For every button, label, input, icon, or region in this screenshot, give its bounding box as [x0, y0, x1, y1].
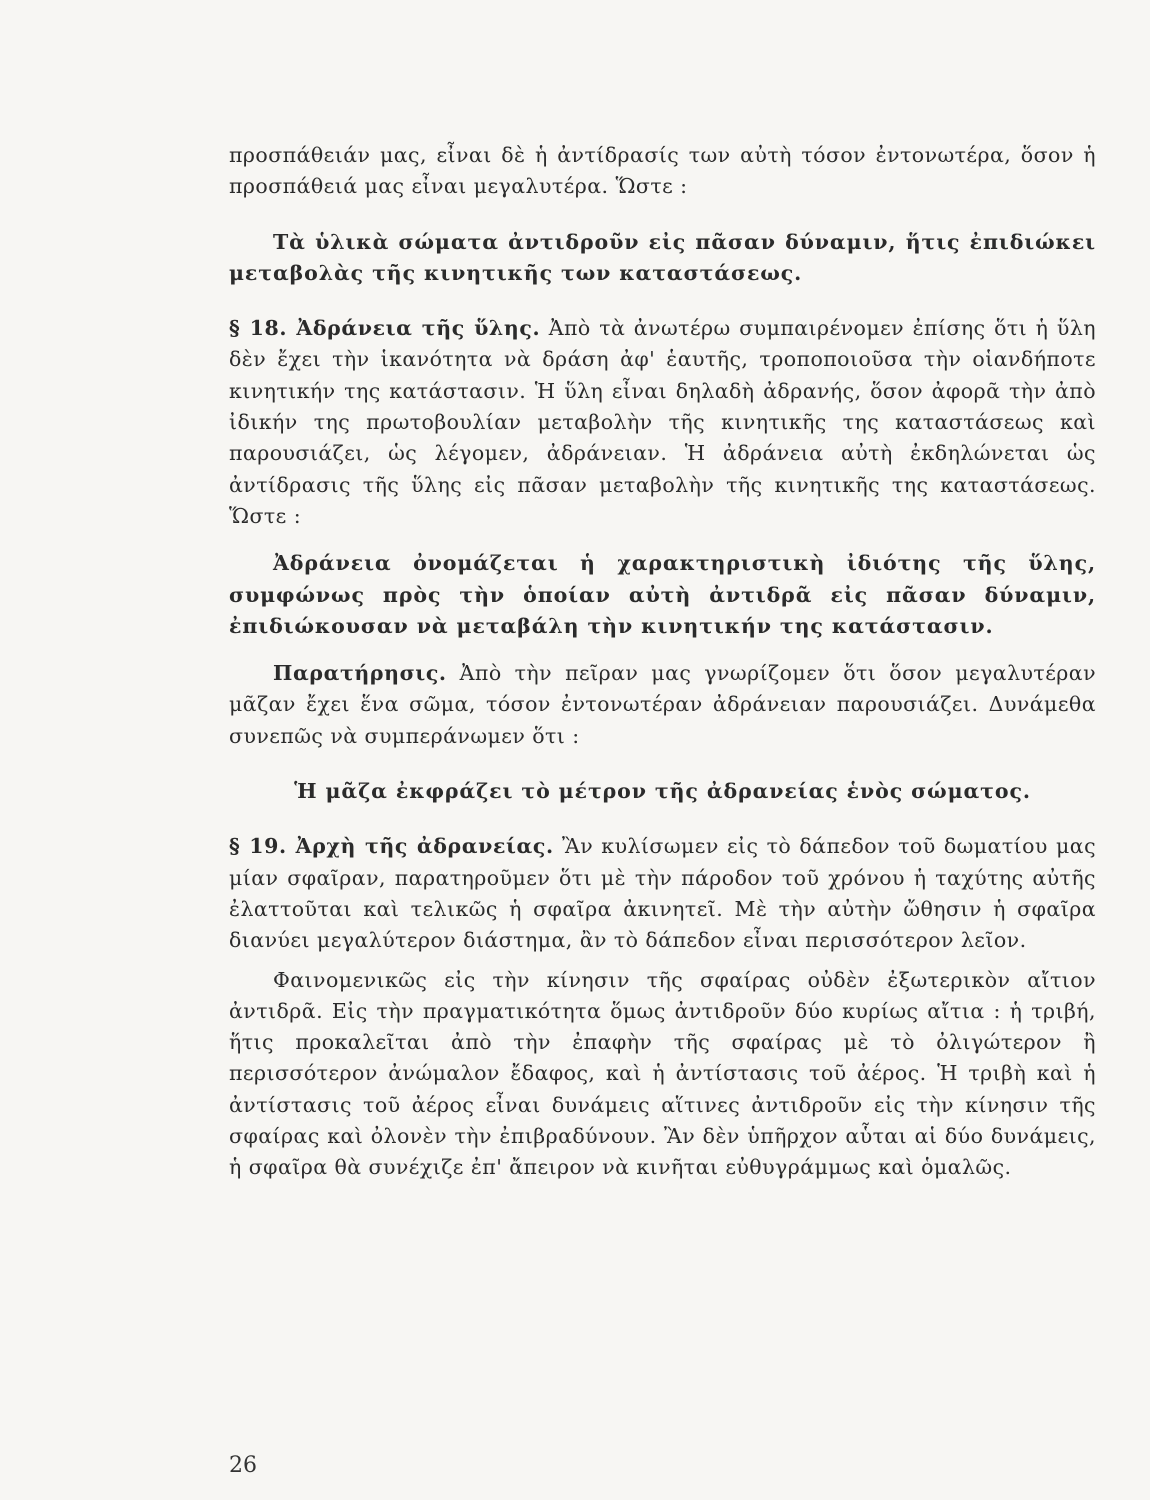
paragraph-continuation: προσπάθειάν μας, εἶναι δὲ ἡ ἀντίδρασίς των αὐτὴ τόσον ἐντονωτέρα, ὅσον ἡ προσπάθειά μας εἶναι μεγαλυτέρα. Ὥστε :	[229, 143, 1096, 199]
paragraph-friction: Φαινομενικῶς εἰς τὴν κίνησιν τῆς σφαίρας οὐδὲν ἐξωτερικὸν αἴτιον ἀντιδρᾶ. Εἰς τὴν πραγματικότητα ὅμως ἀντιδροῦν δύο κυρίως αἴτια : ἡ τριβή, ἥτις προκαλεῖται ἀπὸ τὴν ἐπαφὴν τῆς σφαίρας μὲ τὸ ὀλιγώτερον ἢ περισσότερον ἀνώμαλον ἔδαφος, καὶ ἡ ἀντίστασις τοῦ ἀέρος. Ἡ τριβὴ καὶ ἡ ἀντίστασις τοῦ ἀέρος εἶναι δυνάμεις αἵτινες ἀντιδροῦν εἰς τὴν κίνησιν τῆς σφαίρας καὶ ὀλονὲν τὴν ἐπιβραδύνουν. Ἂν δὲν ὑπῆρχον αὗται αἱ δύο δυνάμεις, ἡ σφαῖρα θὰ συνέχιζε ἐπ' ἄπειρον νὰ κινῆται εὐθυγράμμως καὶ ὁμαλῶς.	[229, 967, 1096, 1180]
observation	[229, 658, 1096, 752]
law-reaction: Τὰ ὑλικὰ σώματα ἀντιδροῦν εἰς πᾶσαν δύναμιν, ἥτις ἐπιδιώκει μεταβολὰς τῆς κινητικῆς των καταστάσεως.	[229, 229, 1096, 285]
law-inertia-definition: Ἀδράνεια ὀνομάζεται ἡ χαρακτηριστικὴ ἰδιότης τῆς ὕλης, συμφώνως πρὸς τὴν ὁποίαν αὐτὴ ἀντιδρᾶ εἰς πᾶσαν δύναμιν, ἐπιδιώκουσαν νὰ μεταβάλη τὴν κινητικήν της κατάστασιν.	[229, 551, 1096, 638]
observation-text: Ἀπὸ τὴν πεῖραν μας γνωρίζομεν ὅτι ὅσον μεγαλυτέραν μᾶζαν ἔχει ἕνα σῶμα, τόσον ἐντονωτέραν ἀδράνειαν παρουσιάζει. Δυνάμεθα συνεπῶς νὰ συμπεράνωμεν ὅτι :	[229, 661, 1096, 748]
observation-heading: Παρατήρησις.	[273, 661, 447, 686]
section-18-text: Ἀπὸ τὰ ἀνωτέρω συμπαιρένομεν ἐπίσης ὅτι ἡ ὕλη δὲν ἔχει τὴν ἱκανότητα νὰ δράση ἀφ' ἑαυτῆς, τροποποιοῦσα τὴν οἱανδήποτε κινητικήν της κατάστασιν. Ἡ ὕλη εἶναι δηλαδὴ ἀδρανής, ὅσον ἀφορᾶ τὴν ἀπὸ ἰδικήν της πρωτοβουλίαν μεταβολὴν τῆς κινητικῆς της καταστάσεως καὶ παρουσιάζει, ὡς λέγομεν, ἀδράνειαν. Ἡ ἀδράνεια αὐτὴ ἐκδηλώνεται ὡς ἀντίδρασις τῆς ὕλης εἰς πᾶσαν μεταβολὴν τῆς κινητικῆς της καταστάσεως. Ὥστε :	[229, 316, 1096, 528]
page-body	[229, 140, 1096, 1184]
page-number: 26	[229, 1453, 257, 1478]
section-19-heading: § 19. Ἀρχὴ τῆς ἀδρανείας.	[229, 834, 554, 859]
law-mass: Ἡ μᾶζα ἐκφράζει τὸ μέτρον τῆς ἀδρανείας ἑνὸς σώματος.	[294, 779, 1031, 804]
section-18	[229, 313, 1096, 532]
section-19	[229, 831, 1096, 956]
section-19-text: Ἂν κυλίσωμεν εἰς τὸ δάπεδον τοῦ δωματίου μας μίαν σφαῖραν, παρατηροῦμεν ὅτι μὲ τὴν πάροδον τοῦ χρόνου ἡ ταχύτης αὐτῆς ἐλαττοῦται καὶ τελικῶς ἡ σφαῖρα ἀκινητεῖ. Μὲ τὴν αὐτὴν ὤθησιν ἡ σφαῖρα διανύει μεγαλύτερον διάστημα, ἂν τὸ δάπεδον εἶναι περισσότερον λεῖον.	[229, 834, 1097, 953]
section-18-heading: § 18. Ἀδράνεια τῆς ὕλης.	[229, 316, 541, 341]
